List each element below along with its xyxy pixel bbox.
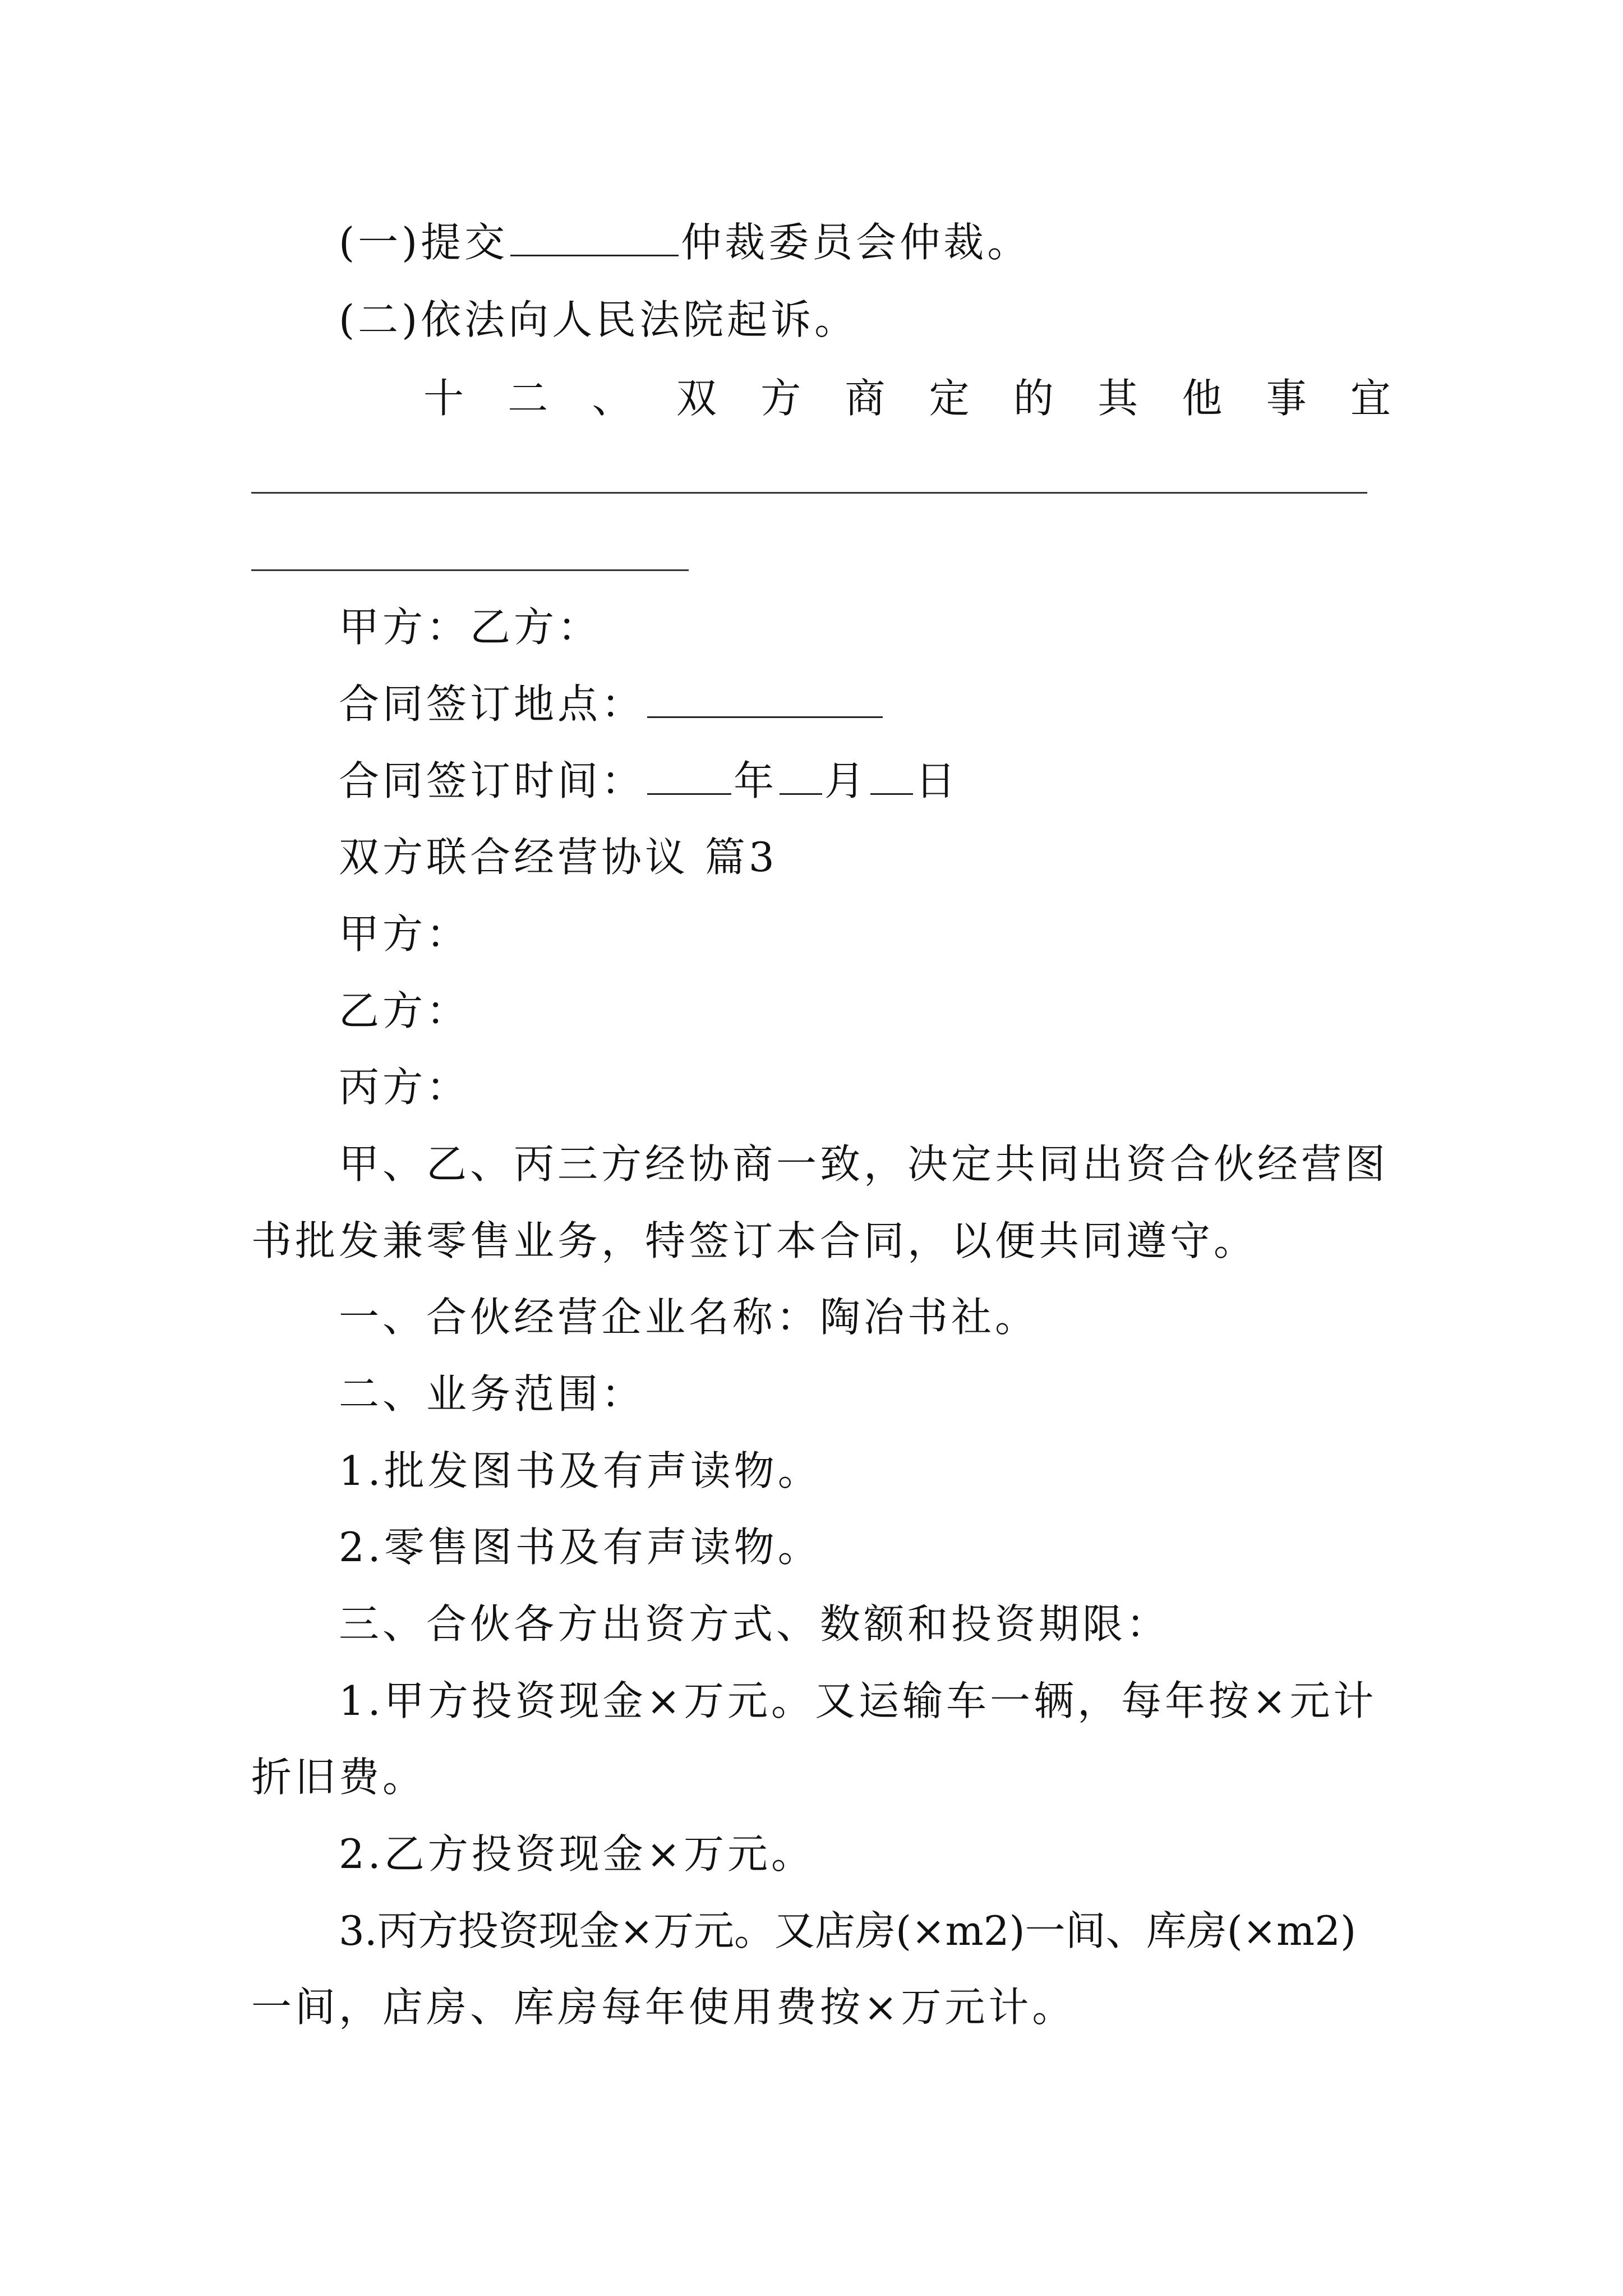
sign-place-line — [339, 676, 1391, 732]
heading-char: 他 — [1182, 375, 1223, 422]
heading-char: 事 — [1266, 375, 1307, 422]
heading-char: 商 — [845, 375, 886, 422]
sign-place-blank[interactable] — [647, 682, 883, 718]
day-blank[interactable] — [870, 758, 913, 795]
party-c-line: 丙方： — [339, 1064, 471, 1111]
lawsuit-line: (二)依法向人民法院起诉。 — [339, 296, 859, 343]
section-3-item-1a: 1.甲方投资现金×万元。又运输车一辆，每年按×元计 — [339, 1677, 1377, 1724]
sign-time-line — [339, 753, 1391, 809]
arbitration-line — [339, 214, 1391, 270]
day-label: 日 — [915, 757, 960, 804]
section-12-heading — [423, 370, 1391, 426]
heading-char: 十 — [423, 375, 464, 422]
month-label: 月 — [824, 757, 869, 804]
party-a-line: 甲方： — [339, 910, 471, 958]
arbitration-suffix: 仲裁委员会仲裁。 — [681, 219, 1031, 266]
section-2-item-2: 2.零售图书及有声读物。 — [339, 1524, 822, 1571]
arbitration-blank[interactable] — [510, 220, 679, 256]
section-1-line: 一、合伙经营企业名称：陶冶书社。 — [339, 1294, 1039, 1341]
other-matters-blank-line-1[interactable] — [251, 492, 1367, 494]
heading-char: 双 — [676, 375, 717, 422]
heading-char: 、 — [592, 375, 633, 422]
heading-char: 定 — [929, 375, 970, 422]
sign-time-label: 合同签订时间： — [339, 757, 645, 804]
section-3-item-3a: 3.丙方投资现金×万元。又店房(×m2)一间、库房(×m2) — [339, 1907, 1357, 1954]
section-3-item-3b: 一间，店房、库房每年使用费按×万元计。 — [251, 1984, 1076, 2031]
section-3-line: 三、合伙各方出资方式、数额和投资期限： — [339, 1600, 1170, 1648]
section-3-item-1b: 折旧费。 — [251, 1754, 427, 1801]
agreement-title: 双方联合经营协议 篇3 — [339, 834, 778, 881]
party-b-line: 乙方： — [339, 987, 471, 1034]
arbitration-prefix: (一)提交 — [339, 219, 509, 266]
heading-char: 方 — [760, 375, 801, 422]
sign-place-label: 合同签订地点： — [339, 680, 645, 728]
year-blank[interactable] — [647, 758, 731, 795]
parties-ab-line: 甲方：乙方： — [339, 604, 602, 651]
heading-char: 的 — [1013, 375, 1054, 422]
intro-line-1: 甲、乙、丙三方经协商一致，决定共同出资合伙经营图 — [339, 1140, 1389, 1188]
section-2-item-1: 1.批发图书及有声读物。 — [339, 1447, 822, 1494]
section-3-item-2: 2.乙方投资现金×万元。 — [339, 1830, 815, 1878]
other-matters-blank-line-2[interactable] — [251, 569, 689, 571]
section-2-line: 二、业务范围： — [339, 1370, 645, 1418]
month-blank[interactable] — [780, 758, 822, 795]
heading-char: 二 — [508, 375, 548, 422]
intro-line-2: 书批发兼零售业务，特签订本合同，以便共同遵守。 — [251, 1217, 1258, 1264]
year-label: 年 — [734, 757, 778, 804]
heading-char: 宜 — [1350, 375, 1391, 422]
heading-char: 其 — [1098, 375, 1138, 422]
